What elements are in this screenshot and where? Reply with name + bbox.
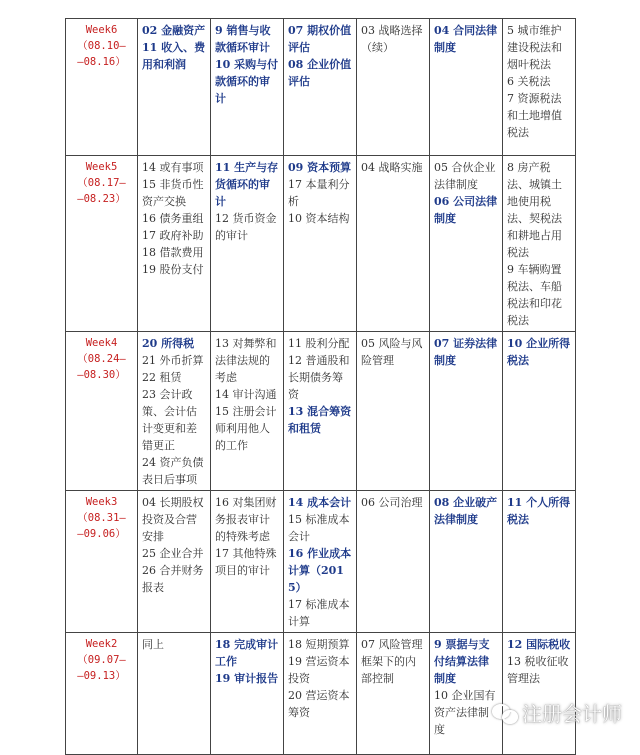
subject-cell <box>211 332 284 491</box>
schedule-table-wrap <box>65 18 576 755</box>
chapter-item: 6 关税法 <box>507 75 551 88</box>
subject-cell <box>430 491 503 633</box>
chapter-item: 20 营运资本筹资 <box>288 689 350 719</box>
chapter-item: 12 普通股和长期债务筹资 <box>288 354 350 401</box>
table-row <box>66 633 576 755</box>
subject-cell <box>284 332 357 491</box>
subject-cell <box>357 633 430 755</box>
subject-cell <box>211 633 284 755</box>
chapter-item: 11 个人所得税法 <box>507 496 571 526</box>
chapter-item: 06 公司治理 <box>361 496 423 509</box>
chapter-item: 21 外币折算 <box>142 354 204 367</box>
chapter-item: 22 租赁 <box>142 371 182 384</box>
week-date-range: —08.23） <box>77 193 126 205</box>
subject-cell <box>284 156 357 332</box>
chapter-item: 10 资本结构 <box>288 212 350 225</box>
chapter-item: 12 货币资金的审计 <box>215 212 277 242</box>
chapter-item: 14 或有事项 <box>142 161 204 174</box>
chapter-item: 10 企业所得税法 <box>507 337 571 367</box>
chapter-item: 09 资本预算 <box>288 161 352 174</box>
week-date-range: （08.31— <box>77 512 126 524</box>
week-date-range: （08.10— <box>77 40 126 52</box>
chapter-item: 18 完成审计工作 <box>215 638 279 668</box>
week-date-range: （08.17— <box>77 177 126 189</box>
chapter-item: 13 对舞弊和法律法规的考虑 <box>215 337 277 384</box>
chapter-item: 04 战略实施 <box>361 161 423 174</box>
chapter-item: 05 风险与风险管理 <box>361 337 423 367</box>
chapter-item: 15 标准成本会计 <box>288 513 350 543</box>
subject-cell <box>138 19 211 156</box>
chapter-item: 08 企业破产法律制度 <box>434 496 498 526</box>
week-date-range: —09.06） <box>77 528 126 540</box>
chapter-item: 16 债务重组 <box>142 212 204 225</box>
subject-cell <box>503 633 576 755</box>
chapter-item: 17 政府补助 <box>142 229 204 242</box>
subject-cell <box>211 156 284 332</box>
subject-cell <box>503 491 576 633</box>
chapter-item: 03 战略选择（续） <box>361 24 423 54</box>
subject-cell <box>430 332 503 491</box>
subject-cell <box>357 491 430 633</box>
chapter-item: 20 所得税 <box>142 337 195 350</box>
subject-cell <box>503 19 576 156</box>
week-cell <box>66 156 138 332</box>
subject-cell <box>211 19 284 156</box>
watermark-text: 注册会计师 <box>522 702 622 726</box>
watermark <box>492 698 622 727</box>
subject-cell <box>284 19 357 156</box>
subject-cell <box>357 156 430 332</box>
chapter-item: 07 风险管理框架下的内部控制 <box>361 638 423 685</box>
chapter-item: 17 其他特殊项目的审计 <box>215 547 277 577</box>
week-cell <box>66 491 138 633</box>
chapter-item: 18 短期预算 <box>288 638 350 651</box>
chapter-item: 9 销售与收款循环审计 <box>215 24 271 54</box>
chapter-item: 8 房产税法、城镇土地使用税法、契税法和耕地占用税法 <box>507 161 562 259</box>
chapter-item: 14 成本会计 <box>288 496 352 509</box>
week-cell <box>66 332 138 491</box>
subject-cell <box>211 491 284 633</box>
subject-cell <box>138 332 211 491</box>
chapter-item: 10 采购与付款循环的审计 <box>215 58 279 105</box>
chapter-item: 13 混合筹资和租赁 <box>288 405 352 435</box>
chapter-item: 11 股利分配 <box>288 337 350 350</box>
chapter-item: 11 生产与存货循环的审计 <box>215 161 279 208</box>
chapter-item: 10 企业国有资产法律制度 <box>434 689 496 736</box>
subject-cell <box>430 156 503 332</box>
chapter-item: 07 证券法律制度 <box>434 337 498 367</box>
chapter-item: 14 审计沟通 <box>215 388 277 401</box>
chapter-item: 9 车辆购置税法、车船税法和印花税法 <box>507 263 562 327</box>
chapter-item: 13 税收征收管理法 <box>507 655 569 685</box>
table-row <box>66 332 576 491</box>
table-row <box>66 491 576 633</box>
week-date-range: —08.30） <box>77 369 126 381</box>
chapter-item: 5 城市维护建设税法和烟叶税法 <box>507 24 562 71</box>
chapter-item: 08 企业价值评估 <box>288 58 352 88</box>
chapter-item: 7 资源税法和土地增值税法 <box>507 92 562 139</box>
chapter-item: 15 注册会计师利用他人的工作 <box>215 405 277 452</box>
chapter-item: 04 合同法律制度 <box>434 24 498 54</box>
chapter-item: 19 营运资本投资 <box>288 655 350 685</box>
chapter-item: 25 企业合并 <box>142 547 204 560</box>
chapter-item: 19 股份支付 <box>142 263 204 276</box>
chapter-item: 26 合并财务报表 <box>142 564 204 594</box>
subject-cell <box>357 19 430 156</box>
subject-cell <box>430 633 503 755</box>
chapter-item: 02 金融资产 <box>142 24 206 37</box>
week-date-range: —09.13） <box>77 670 126 682</box>
week-label: Week3 <box>85 496 118 508</box>
chapter-item: 18 借款费用 <box>142 246 204 259</box>
week-label: Week6 <box>85 24 118 36</box>
chapter-item: 15 非货币性资产交换 <box>142 178 204 208</box>
subject-cell <box>503 156 576 332</box>
chapter-item: 06 公司法律制度 <box>434 195 498 225</box>
chapter-item: 23 会计政策、会计估计变更和差错更正 <box>142 388 197 452</box>
chapter-item: 同上 <box>142 638 164 651</box>
subject-cell <box>138 491 211 633</box>
subject-cell <box>430 19 503 156</box>
week-cell <box>66 633 138 755</box>
chapter-item: 04 长期股权投资及合营安排 <box>142 496 204 543</box>
week-label: Week2 <box>85 638 118 650</box>
chapter-item: 12 国际税收 <box>507 638 571 651</box>
table-row <box>66 19 576 156</box>
subject-cell <box>284 491 357 633</box>
subject-cell <box>284 633 357 755</box>
week-cell <box>66 19 138 156</box>
chapter-item: 17 本量利分析 <box>288 178 350 208</box>
subject-cell <box>503 332 576 491</box>
chapter-item: 11 收入、费用和利润 <box>142 41 206 71</box>
chapter-item: 16 对集团财务报表审计的特殊考虑 <box>215 496 277 543</box>
chapter-item: 05 合伙企业法律制度 <box>434 161 496 191</box>
chapter-item: 07 期权价值评估 <box>288 24 352 54</box>
schedule-table <box>65 18 576 755</box>
chapter-item: 9 票据与支付结算法律制度 <box>434 638 490 685</box>
week-label: Week5 <box>85 161 118 173</box>
week-date-range: （09.07— <box>77 654 126 666</box>
chapter-item: 17 标准成本计算 <box>288 598 350 628</box>
chapter-item: 24 资产负债表日后事项 <box>142 456 204 486</box>
wechat-icon <box>492 703 518 723</box>
chapter-item: 19 审计报告 <box>215 672 279 685</box>
week-date-range: —08.16） <box>77 56 126 68</box>
subject-cell <box>357 332 430 491</box>
week-label: Week4 <box>85 337 118 349</box>
chapter-item: 16 作业成本计算（2015） <box>288 547 352 594</box>
table-row <box>66 156 576 332</box>
week-date-range: （08.24— <box>77 353 126 365</box>
subject-cell <box>138 633 211 755</box>
subject-cell <box>138 156 211 332</box>
